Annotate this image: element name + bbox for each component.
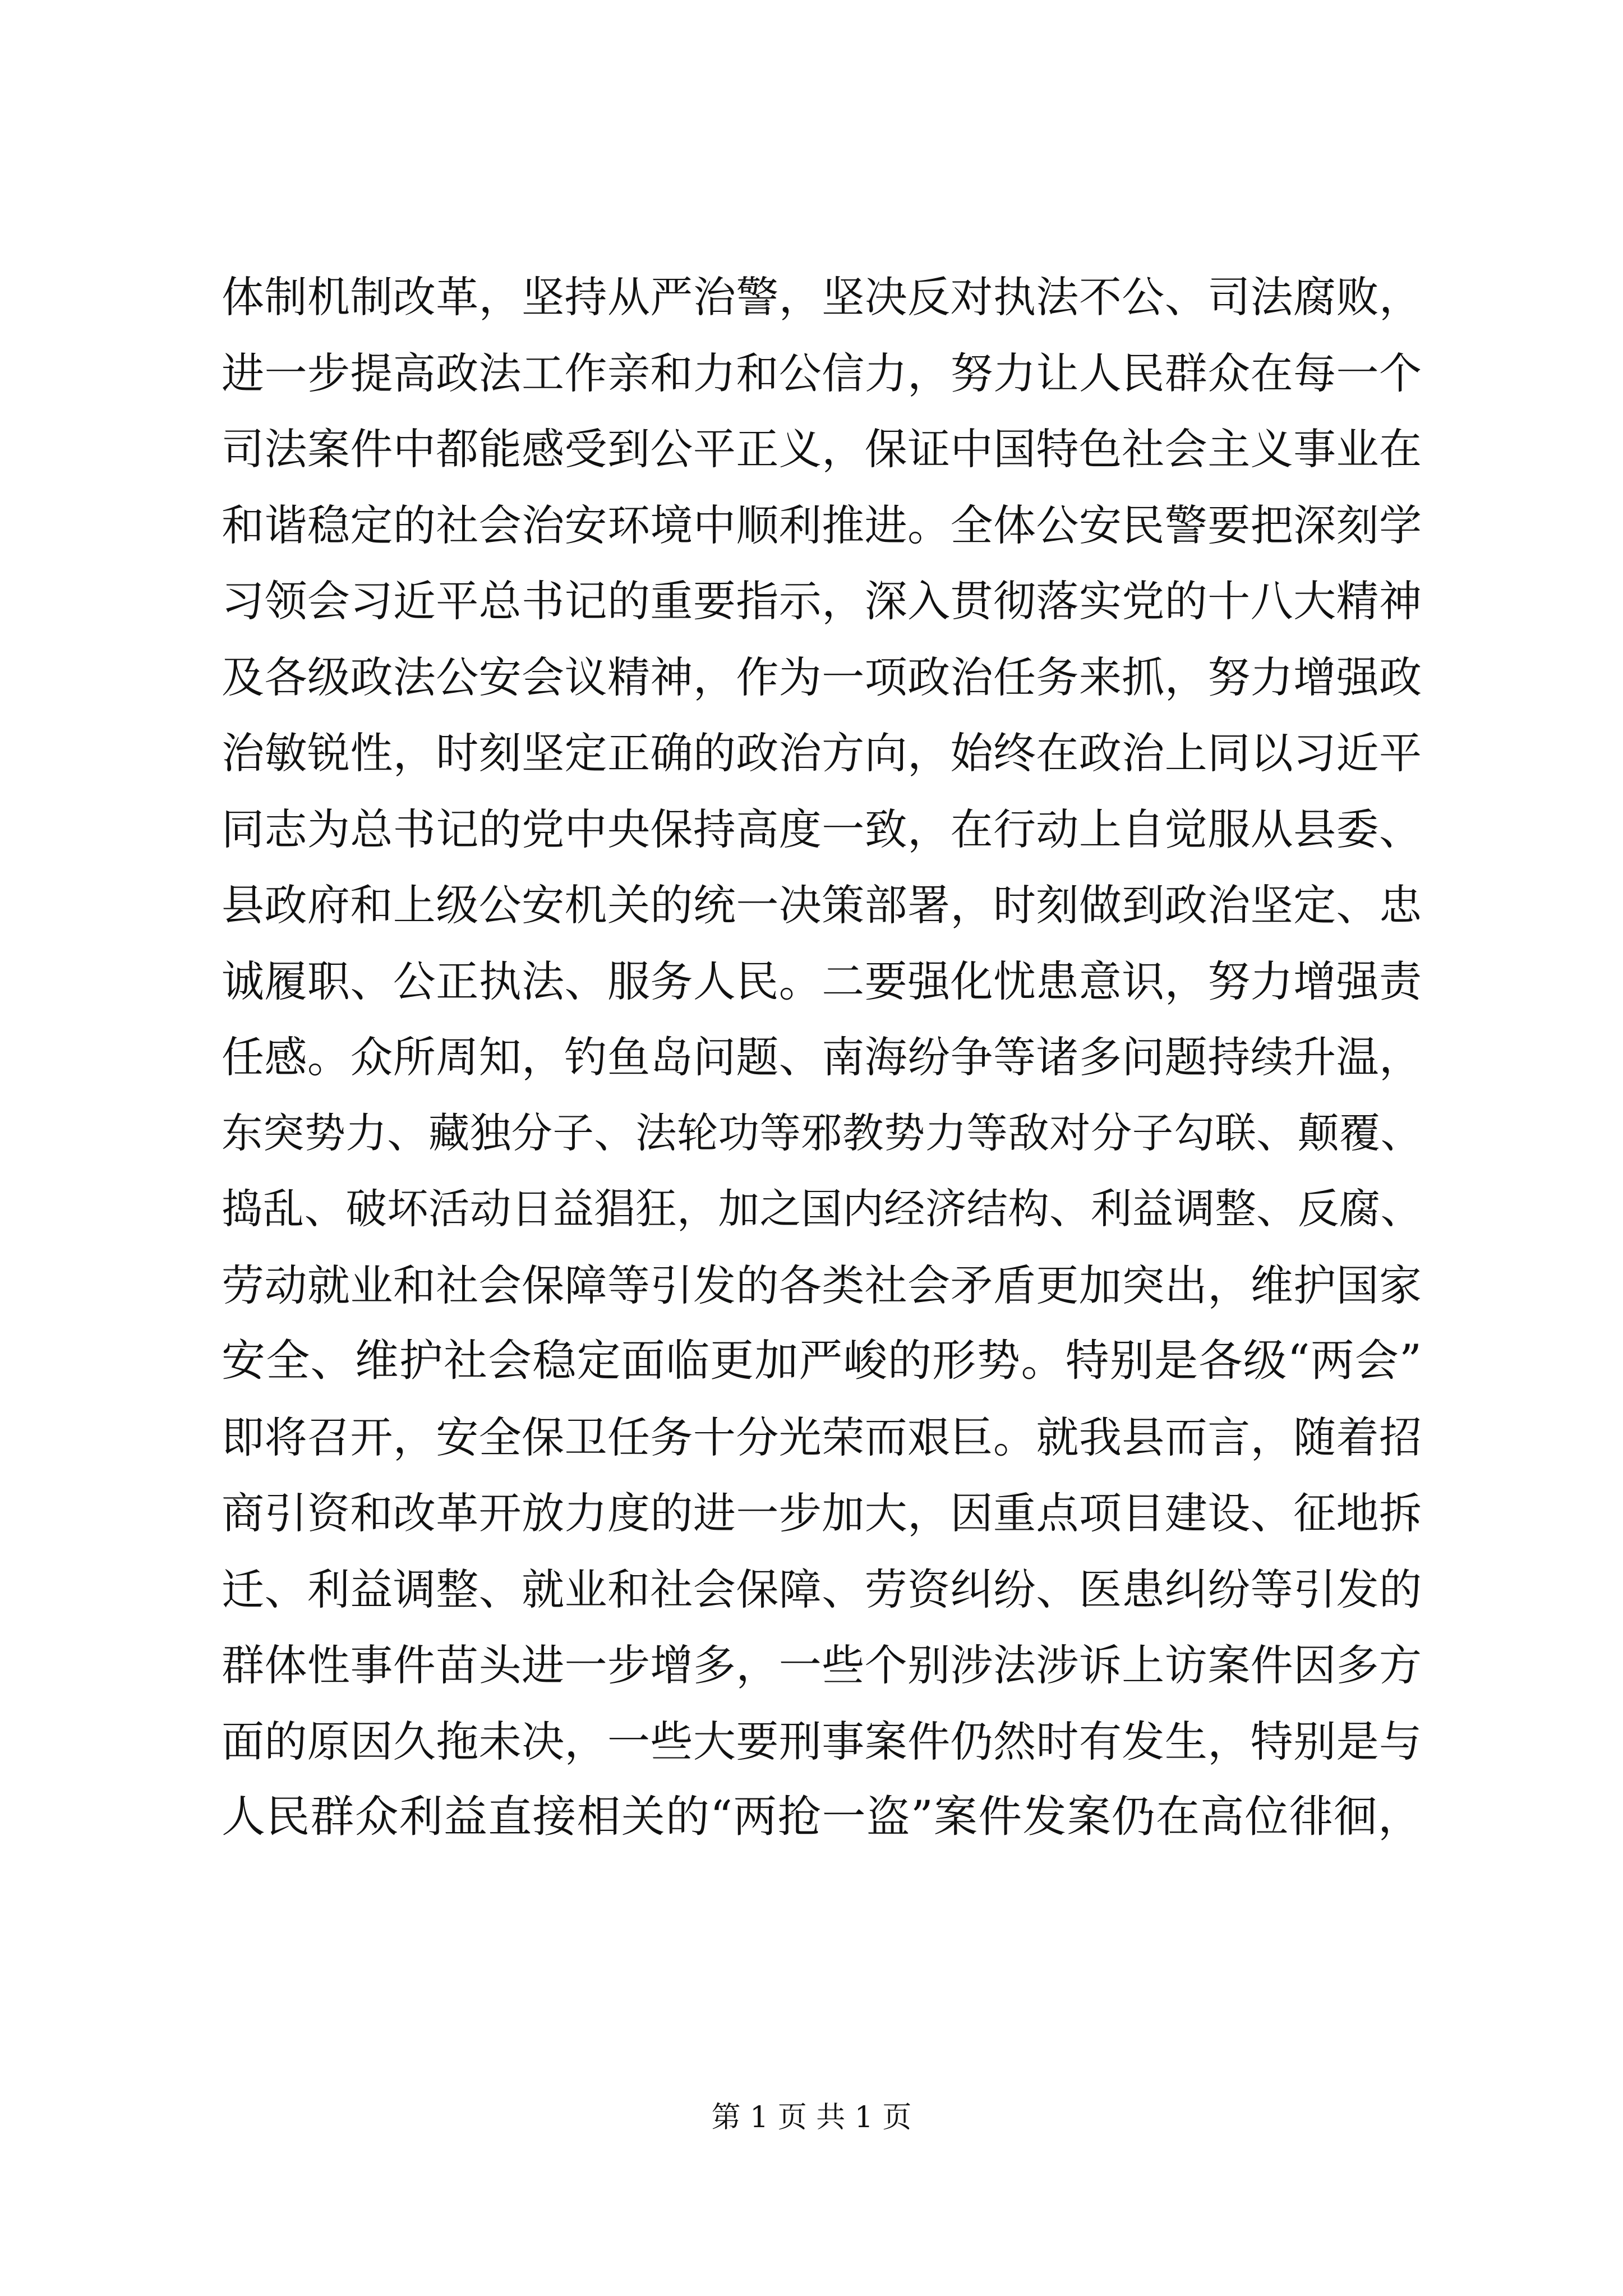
text-line: 面的原因久拖未决，一些大要刑事案件仍然时有发生，特别是与 (222, 1716, 1422, 1766)
text-line: 同志为总书记的党中央保持高度一致，在行动上自觉服从县委、 (222, 804, 1422, 854)
text-line: 和谐稳定的社会治安环境中顺利推进。全体公安民警要把深刻学 (222, 500, 1422, 550)
text-line: 县政府和上级公安机关的统一决策部署，时刻做到政治坚定、忠 (222, 880, 1422, 930)
text-line: 任感。众所周知，钓鱼岛问题、南海纷争等诸多问题持续升温， (222, 1032, 1422, 1082)
text-line: 人民群众利益直接相关的“两抢一盗”案件发案仍在高位徘徊， (222, 1792, 1422, 1842)
text-line: 司法案件中都能感受到公平正义，保证中国特色社会主义事业在 (222, 424, 1422, 474)
text-line: 即将召开，安全保卫任务十分光荣而艰巨。就我县而言，随着招 (222, 1412, 1422, 1462)
text-line: 捣乱、破坏活动日益猖狂，加之国内经济结构、利益调整、反腐、 (222, 1185, 1422, 1233)
text-line: 劳动就业和社会保障等引发的各类社会矛盾更加突出，维护国家 (222, 1260, 1422, 1310)
text-line: 安全、维护社会稳定面临更加严峻的形势。特别是各级“两会” (222, 1336, 1422, 1386)
text-line: 群体性事件苗头进一步增多，一些个别涉法涉诉上访案件因多方 (222, 1640, 1422, 1690)
text-line: 迁、利益调整、就业和社会保障、劳资纠纷、医患纠纷等引发的 (222, 1564, 1422, 1614)
text-line: 东突势力、藏独分子、法轮功等邪教势力等敌对分子勾联、颠覆、 (222, 1109, 1422, 1157)
text-line: 治敏锐性，时刻坚定正确的政治方向，始终在政治上同以习近平 (222, 728, 1422, 778)
text-line: 习领会习近平总书记的重要指示，深入贯彻落实党的十八大精神 (222, 576, 1422, 626)
page-footer: 第 1 页 共 1 页 (711, 2101, 912, 2134)
body-text (222, 259, 1422, 1856)
text-line: 商引资和改革开放力度的进一步加大，因重点项目建设、征地拆 (222, 1488, 1422, 1538)
text-line: 进一步提高政法工作亲和力和公信力，努力让人民群众在每一个 (222, 348, 1422, 398)
text-line: 及各级政法公安会议精神，作为一项政治任务来抓，努力增强政 (222, 652, 1422, 702)
text-line: 诚履职、公正执法、服务人民。二要强化忧患意识，努力增强责 (222, 956, 1422, 1006)
text-line: 体制机制改革，坚持从严治警，坚决反对执法不公、司法腐败， (222, 272, 1422, 322)
